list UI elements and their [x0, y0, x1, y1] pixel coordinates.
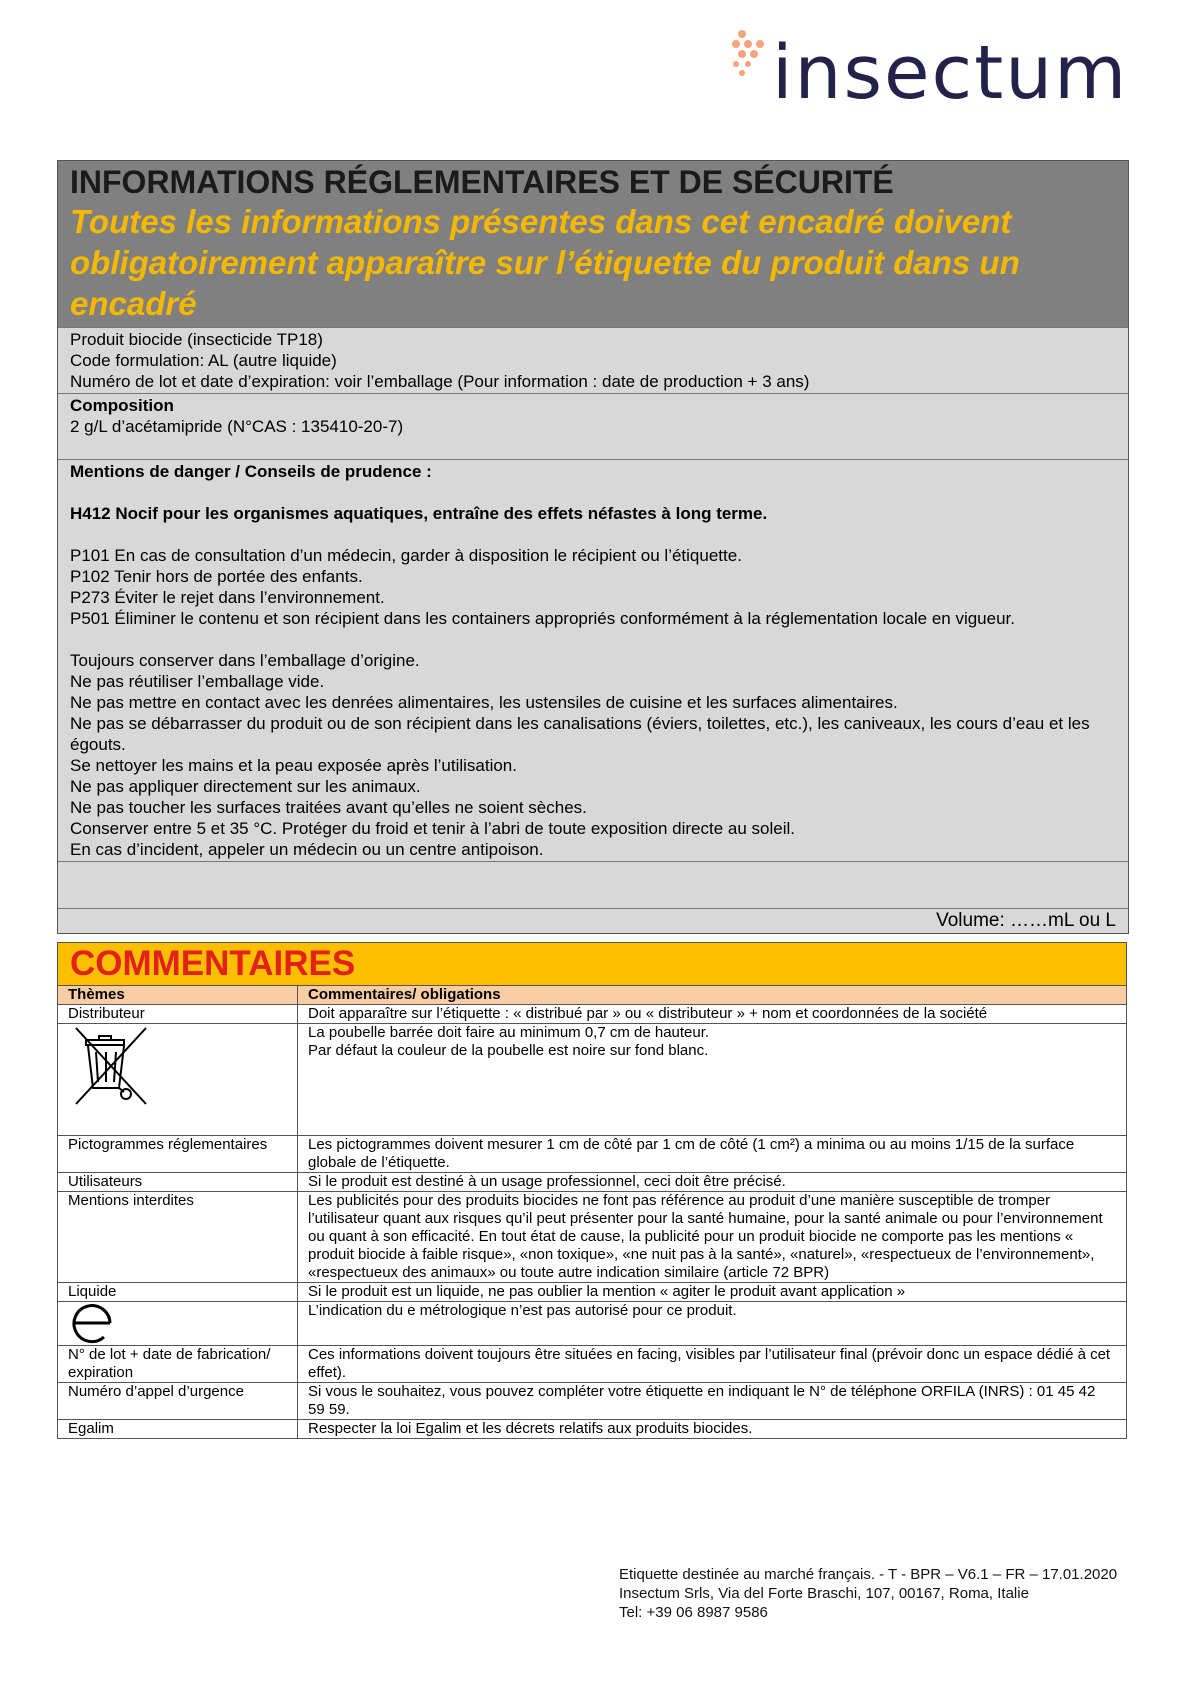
- footer-line: Tel: +39 06 8987 9586: [619, 1604, 768, 1621]
- table-row: [58, 1283, 1127, 1302]
- comment-cell: Si le produit est un liquide, ne pas oublier la mention « agiter le produit avant application »: [298, 1283, 1127, 1302]
- comments-header: [57, 942, 1127, 985]
- empty-section: [58, 861, 1128, 908]
- crossed-bin-icon: [68, 1024, 152, 1108]
- theme-cell: Mentions interdites: [58, 1192, 298, 1283]
- comments-title: COMMENTAIRES: [70, 944, 356, 983]
- footer-line: Etiquette destinée au marché français. - T - BPR – V6.1 – FR – 17.01.2020: [619, 1566, 1118, 1583]
- product-line: Produit biocide (insecticide TP18): [70, 330, 323, 349]
- theme-cell: [58, 1302, 298, 1346]
- composition-value: 2 g/L d’acétamipride (N°CAS : 135410-20-7): [70, 417, 404, 436]
- comment-cell: Ces informations doivent toujours être situées en facing, visibles par l’utilisateur final (prévoir donc un espace dédié à cet effet).: [298, 1346, 1127, 1383]
- table-row: [58, 1420, 1127, 1439]
- theme-cell: N° de lot + date de fabrication/ expiration: [58, 1346, 298, 1383]
- logo-text: insectum: [772, 30, 1129, 116]
- theme-cell: [58, 1024, 298, 1136]
- comment-cell: [298, 1024, 1127, 1136]
- product-info-section: [58, 327, 1128, 393]
- footer-line: Insectum Srls, Via del Forte Braschi, 107, 00167, Roma, Italie: [619, 1585, 1029, 1602]
- table-row: [58, 1136, 1127, 1173]
- table-row: [58, 1383, 1127, 1420]
- advice-line: Se nettoyer les mains et la peau exposée après l’utilisation.: [70, 756, 517, 775]
- e-mark-icon: [68, 1302, 118, 1344]
- comments-box: [57, 942, 1127, 1439]
- danger-heading: Mentions de danger / Conseils de prudence :: [70, 462, 432, 481]
- advice-line: Ne pas mettre en contact avec les denrées alimentaires, les ustensiles de cuisine et les surfaces alimentaires.: [70, 693, 898, 712]
- composition-label: Composition: [70, 396, 174, 415]
- table-row: [58, 1024, 1127, 1136]
- comment-cell: L’indication du e métrologique n’est pas autorisé pour ce produit.: [298, 1302, 1127, 1346]
- logo-dots-icon: [730, 28, 770, 78]
- safety-subtitle: Toutes les informations présentes dans cet encadré doivent obligatoirement apparaître sur l’étiquette du produit dans un encadré: [70, 203, 1020, 322]
- safety-title: INFORMATIONS RÉGLEMENTAIRES ET DE SÉCURITÉ: [70, 164, 894, 200]
- product-line: Numéro de lot et date d’expiration: voir l’emballage (Pour information : date de production + 3 ans): [70, 372, 810, 391]
- advice-line: Ne pas réutiliser l’emballage vide.: [70, 672, 325, 691]
- theme-cell: Liquide: [58, 1283, 298, 1302]
- advice-line: En cas d’incident, appeler un médecin ou un centre antipoison.: [70, 840, 544, 859]
- comments-table: [57, 985, 1127, 1439]
- comment-cell: Les pictogrammes doivent mesurer 1 cm de côté par 1 cm de côté (1 cm²) a minima ou au moins 1/15 de la surface globale de l’étiquette.: [298, 1136, 1127, 1173]
- theme-cell: Pictogrammes réglementaires: [58, 1136, 298, 1173]
- theme-cell: Numéro d’appel d’urgence: [58, 1383, 298, 1420]
- safety-header: [58, 161, 1128, 327]
- comment-cell: Si vous le souhaitez, vous pouvez compléter votre étiquette en indiquant le N° de téléphone ORFILA (INRS) : 01 45 42 59 59.: [298, 1383, 1127, 1420]
- advice-line: Conserver entre 5 et 35 °C. Protéger du froid et tenir à l’abri de toute exposition directe au soleil.: [70, 819, 795, 838]
- p-statement: P273 Éviter le rejet dans l’environnement.: [70, 588, 385, 607]
- comment-line: La poubelle barrée doit faire au minimum 0,7 cm de hauteur.: [308, 1024, 710, 1041]
- table-row: [58, 1192, 1127, 1283]
- p-statement: P102 Tenir hors de portée des enfants.: [70, 567, 363, 586]
- comment-cell: Respecter la loi Egalim et les décrets relatifs aux produits biocides.: [298, 1420, 1127, 1439]
- product-line: Code formulation: AL (autre liquide): [70, 351, 337, 370]
- advice-line: Ne pas appliquer directement sur les animaux.: [70, 777, 421, 796]
- h-statement: H412 Nocif pour les organismes aquatiques, entraîne des effets néfastes à long terme.: [70, 504, 768, 523]
- composition-section: [58, 393, 1128, 459]
- safety-box: [57, 160, 1129, 934]
- table-row: [58, 1346, 1127, 1383]
- theme-cell: Distributeur: [58, 1005, 298, 1024]
- comment-line: Par défaut la couleur de la poubelle est noire sur fond blanc.: [308, 1042, 709, 1059]
- advice-line: Ne pas toucher les surfaces traitées avant qu’elles ne soient sèches.: [70, 798, 587, 817]
- comment-cell: Si le produit est destiné à un usage professionnel, ceci doit être précisé.: [298, 1173, 1127, 1192]
- p-statement: P501 Éliminer le contenu et son récipient dans les containers appropriés conformément à la réglementation locale en vigueur.: [70, 609, 1015, 628]
- header-comment: Commentaires/ obligations: [298, 986, 1127, 1005]
- header-theme: Thèmes: [58, 986, 298, 1005]
- table-row: [58, 1173, 1127, 1192]
- advice-line: Toujours conserver dans l’emballage d’origine.: [70, 651, 420, 670]
- theme-cell: Egalim: [58, 1420, 298, 1439]
- danger-section: [58, 459, 1128, 861]
- volume-field: Volume: ……mL ou L: [58, 908, 1128, 933]
- table-header-row: [58, 986, 1127, 1005]
- comment-cell: Doit apparaître sur l’étiquette : « distribué par » ou « distributeur » + nom et coordonnées de la société: [298, 1005, 1127, 1024]
- footer: [619, 1565, 1117, 1622]
- advice-line: Ne pas se débarrasser du produit ou de son récipient dans les canalisations (éviers, toilettes, etc.), les caniveaux, les cours d’eau et les égouts.: [70, 714, 1090, 754]
- table-row: [58, 1302, 1127, 1346]
- comment-cell: Les publicités pour des produits biocides ne font pas référence au produit d’une manière susceptible de tromper l’utilisateur quant aux risques qu’il peut présenter pour la santé humaine, pour la santé animale ou pour l’environnement ou quant à son efficacité. En tout état de cause, la publicité pour un produit biocide ne comporte pas les mentions « produit biocide à faible risque», «non toxique», «ne nuit pas à la santé», «naturel», «respectueux de l’environnement», «respectueux des animaux» ou toute autre indication similaire (article 72 BPR): [298, 1192, 1127, 1283]
- p-statement: P101 En cas de consultation d’un médecin, garder à disposition le récipient ou l’étiquette.: [70, 546, 742, 565]
- table-row: [58, 1005, 1127, 1024]
- theme-cell: Utilisateurs: [58, 1173, 298, 1192]
- logo: [730, 28, 1150, 118]
